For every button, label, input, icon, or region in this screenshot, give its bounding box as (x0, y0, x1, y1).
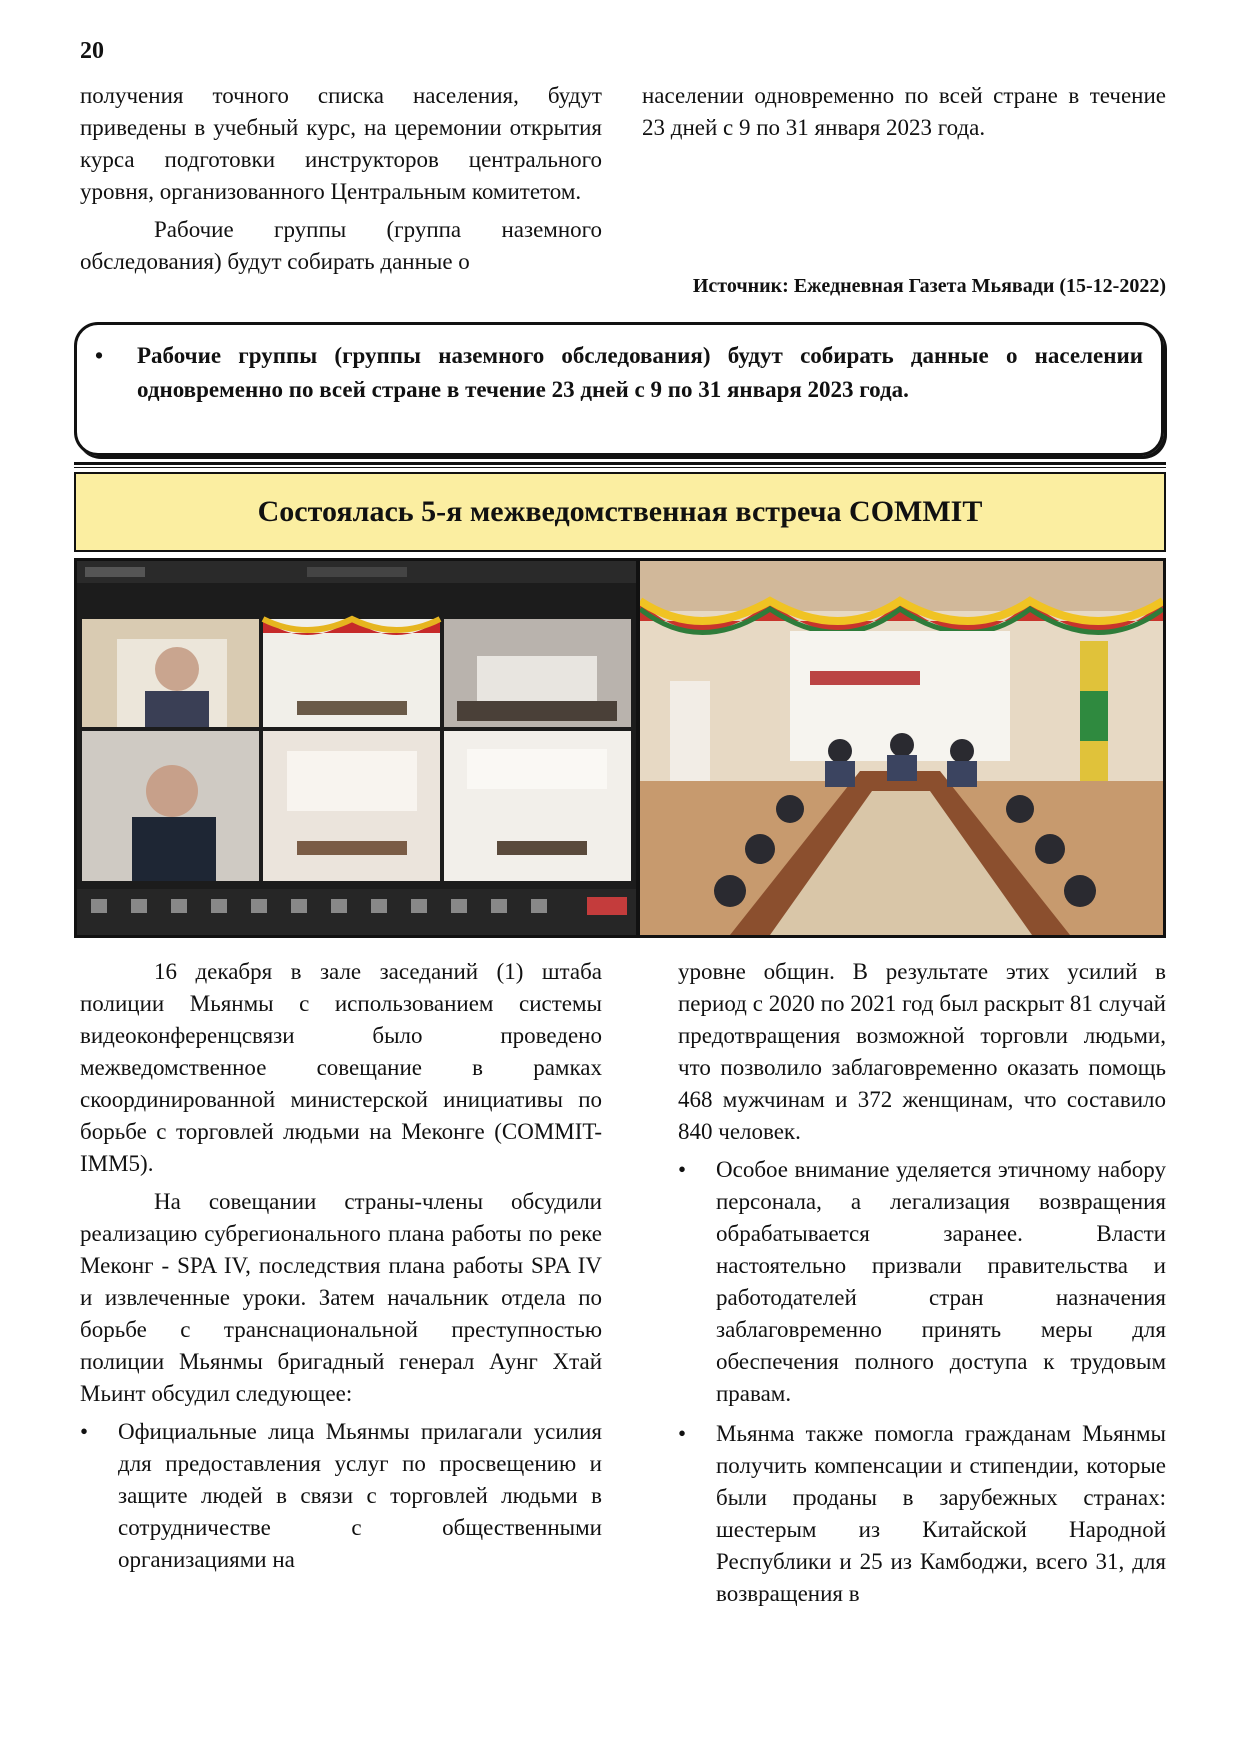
bullet-icon: • (678, 1421, 687, 1446)
article-headline: Состоялась 5-я межведомственная встреча COMMIT (257, 495, 983, 528)
highlight-box (74, 322, 1164, 456)
photo-strip (74, 558, 1166, 938)
top-columns (80, 80, 1166, 310)
bullet-icon: • (95, 343, 104, 368)
meeting-room-photo (640, 561, 1163, 935)
top-left-paragraph-2: Рабочие группы (группа наземного обследования) будут собирать данные о (80, 217, 602, 274)
video-conference-screenshot-image (77, 561, 636, 935)
list-item (80, 1416, 602, 1576)
highlight-bullet (95, 339, 1143, 407)
article-right-column (678, 956, 1166, 1618)
list-item (678, 1418, 1166, 1610)
section-divider (74, 462, 1166, 468)
list-item (678, 1154, 1166, 1410)
top-right-paragraph: населении одновременно по всей стране в течение 23 дней с 9 по 31 января 2023 года. (642, 83, 1166, 140)
top-right-column (642, 80, 1166, 150)
bullet-icon: • (80, 1419, 89, 1444)
highlight-bullet-text: Рабочие группы (группы наземного обследования) будут собирать данные о населении одновременно по всей стране в течение 23 дней с 9 по 31 января 2023 года. (137, 343, 1143, 402)
continued-paragraph: уровне общин. В результате этих усилий в период с 2020 по 2021 год был раскрыт 81 случай предотвращения возможной торговли людьми, что позволило заблаговременно оказать помощь 468 мужчинам и 372 женщинам, что составило 840 человек. (678, 959, 1166, 1144)
meeting-room-image (640, 561, 1163, 935)
list-item-text: Официальные лица Мьянмы прилагали усилия для предоставления услуг по просвещению и защите людей в связи с торговлей людьми в сотрудничестве с общественными организациями на (118, 1419, 602, 1572)
source-citation: Источник: Ежедневная Газета Мьявади (15-12-2022) (692, 275, 1166, 297)
article-paragraph-2: На совещании страны-члены обсудили реализацию субрегионального плана работы по реке Меконг - SPA IV, последствия плана работы SPA IV и извлеченные уроки. Затем начальник отдела по борьбе с транснациональной преступностью полиции Мьянмы бригадный генерал Аунг Хтай Мьинт обсудил следующее: (80, 1189, 602, 1406)
page-number: 20 (80, 38, 104, 64)
video-conference-photo (77, 561, 636, 935)
list-item-text: Мьянма также помогла гражданам Мьянмы получить компенсации и стипендии, которые были проданы в зарубежных странах: шестерым из Китайской Народной Республики и 25 из Камбоджи, всего 31, для возвращения в (716, 1421, 1166, 1606)
bullet-icon: • (678, 1157, 687, 1182)
article-paragraph-1: 16 декабря в зале заседаний (1) штаба полиции Мьянмы с использованием системы видеоконференцсвязи было проведено межведомственное совещание в рамках скоординированной министерской инициативы по борьбе с торговлей людьми на Меконге (COMMIT-IMM5). (80, 959, 602, 1176)
top-left-paragraph-1: получения точного списка населения, будут приведены в учебный курс, на церемонии открытия курса подготовки инструкторов центрального уровня, организованного Центральным комитетом. (80, 83, 602, 204)
article-columns (80, 956, 1166, 1746)
article-left-column (80, 956, 602, 1584)
highlight-list (95, 339, 1143, 407)
top-left-column (80, 80, 602, 284)
headline-banner (74, 472, 1166, 552)
list-item-text: Особое внимание уделяется этичному набору персонала, а легализация возвращения обрабатывается заранее. Власти настоятельно призвали правительства и работодателей стран назначения заблаговременно принять меры для обеспечения полного доступа к трудовым правам. (716, 1157, 1166, 1406)
